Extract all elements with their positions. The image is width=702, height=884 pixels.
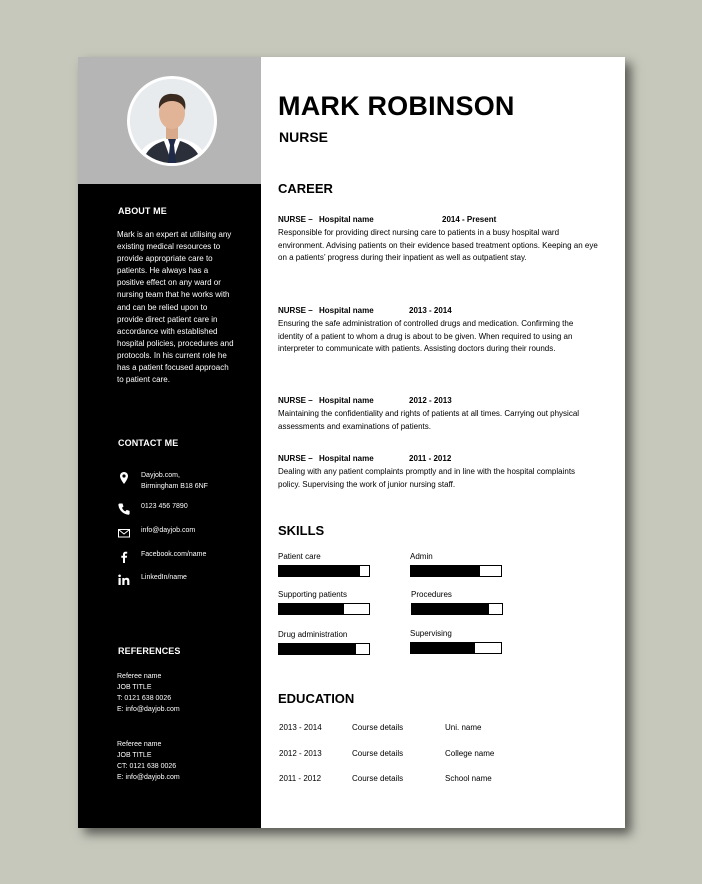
skill-label: Supervising — [410, 629, 452, 638]
skill-bar — [410, 642, 502, 654]
referee-email[interactable]: E: info@dayjob.com — [117, 774, 180, 781]
skills-heading: SKILLS — [278, 523, 325, 538]
referee-name: Referee name — [117, 741, 162, 748]
skill-item — [410, 629, 510, 654]
contact-facebook[interactable] — [117, 550, 257, 570]
skill-bar-fill — [279, 644, 356, 654]
job-title: NURSE – — [278, 215, 313, 224]
career-entry — [278, 396, 598, 433]
profile-photo — [127, 76, 217, 166]
skill-bar — [278, 643, 370, 655]
contact-heading: CONTACT ME — [118, 438, 179, 448]
phone-icon — [117, 502, 131, 516]
education-school: College name — [445, 749, 495, 758]
job-dates: 2012 - 2013 — [409, 396, 452, 405]
profile-photo-image — [130, 79, 214, 163]
location-pin-icon — [117, 471, 131, 485]
education-years: 2012 - 2013 — [279, 749, 322, 758]
skill-bar — [278, 603, 370, 615]
job-dates: 2014 - Present — [442, 215, 497, 224]
job-dates: 2013 - 2014 — [409, 306, 452, 315]
skill-item — [411, 590, 511, 615]
job-description: Dealing with any patient complaints promptly and in line with the hospital complaints policy. Supervising the work of junior nursing staff. — [278, 467, 576, 489]
education-years: 2011 - 2012 — [279, 774, 322, 783]
contact-address-text — [141, 471, 251, 492]
skill-bar-fill — [279, 604, 344, 614]
skill-bar — [278, 565, 370, 577]
referee-title: JOB TITLE — [117, 684, 152, 691]
education-row — [279, 774, 599, 786]
career-entry — [278, 215, 598, 265]
resume-page — [78, 57, 625, 828]
contact-phone — [117, 502, 257, 522]
contact-linkedin[interactable] — [117, 573, 257, 593]
contact-phone-text: 0123 456 7890 — [141, 503, 188, 510]
contact-facebook-text[interactable]: Facebook.com/name — [141, 551, 207, 558]
education-course: Course details — [352, 749, 404, 758]
sidebar — [78, 57, 261, 828]
career-entry — [278, 454, 598, 491]
linkedin-icon — [117, 573, 131, 587]
education-school: School name — [445, 774, 492, 783]
job-title: NURSE – — [278, 454, 313, 463]
job-description: Responsible for providing direct nursing care to patients in a busy hospital ward environment. Advising patients on their evidence based treatment options. Keeping an eye on a patients’ progress during their inpatient as well as outpatient stay. — [278, 228, 598, 263]
candidate-title: NURSE — [279, 129, 329, 145]
job-description: Ensuring the safe administration of controlled drugs and medication. Confirming the identity of a patient to whom a drug is about to be given. When required to using an interpreter to communicate with patients. Assisting doctors during their rounds. — [278, 319, 574, 354]
career-entry-header — [278, 454, 598, 466]
referee-name: Referee name — [117, 673, 162, 680]
hospital-name: Hospital name — [319, 306, 374, 315]
hospital-name: Hospital name — [319, 215, 374, 224]
address-line-1: Dayjob.com, — [141, 472, 180, 479]
education-years: 2013 - 2014 — [279, 723, 322, 732]
education-school: Uni. name — [445, 723, 482, 732]
main-content — [278, 57, 608, 828]
skill-item — [278, 552, 378, 577]
reference-1 — [117, 671, 247, 715]
career-entry-header — [278, 306, 598, 318]
skill-label: Patient care — [278, 552, 321, 561]
career-entry-header — [278, 215, 598, 227]
about-text: Mark is an expert at utilising any existing medical resources to provide appropriate care to patients. He always has a positive effect on any ward or nursing team that he works with and can be relied upon to provide direct patient care in accordance with established hospital policies, procedures and protocols. In his current role he has a patient focused approach to patient care. — [117, 230, 234, 385]
skill-bar — [410, 565, 502, 577]
facebook-icon — [117, 550, 131, 564]
job-title: NURSE – — [278, 396, 313, 405]
skill-label: Admin — [410, 552, 433, 561]
skill-item — [278, 630, 378, 655]
career-heading: CAREER — [278, 181, 333, 196]
references-heading: REFERENCES — [118, 646, 181, 656]
reference-2 — [117, 739, 247, 783]
skill-label: Supporting patients — [278, 590, 347, 599]
education-row — [279, 723, 599, 735]
skill-bar-fill — [279, 566, 360, 576]
referee-title: JOB TITLE — [117, 752, 152, 759]
referee-phone: CT: 0121 638 0026 — [117, 763, 177, 770]
skill-bar-fill — [411, 566, 480, 576]
contact-address — [117, 471, 257, 491]
skill-bar — [411, 603, 503, 615]
candidate-name: MARK ROBINSON — [278, 91, 515, 121]
job-dates: 2011 - 2012 — [409, 454, 452, 463]
referee-phone: T: 0121 638 0026 — [117, 695, 172, 702]
hospital-name: Hospital name — [319, 396, 374, 405]
career-entry — [278, 306, 598, 356]
skill-label: Procedures — [411, 590, 452, 599]
skill-item — [278, 590, 378, 615]
skill-bar-fill — [411, 643, 475, 653]
education-heading: EDUCATION — [278, 691, 355, 706]
address-line-2: Birmingham B18 6NF — [141, 482, 208, 490]
education-course: Course details — [352, 774, 404, 783]
referee-email[interactable]: E: info@dayjob.com — [117, 706, 180, 713]
education-row — [279, 749, 599, 761]
hospital-name: Hospital name — [319, 454, 374, 463]
contact-email-text[interactable]: info@dayjob.com — [141, 527, 196, 534]
career-entry-header — [278, 396, 598, 408]
envelope-icon — [117, 526, 131, 540]
education-course: Course details — [352, 723, 404, 732]
skill-item — [410, 552, 510, 577]
job-description: Maintaining the confidentiality and rights of patients at all times. Carrying out physical assessments and examinations of patients. — [278, 409, 580, 431]
about-heading: ABOUT ME — [118, 206, 167, 216]
skill-bar-fill — [412, 604, 489, 614]
skill-label: Drug administration — [278, 630, 348, 639]
contact-linkedin-text[interactable]: LinkedIn/name — [141, 574, 187, 581]
job-title: NURSE – — [278, 306, 313, 315]
contact-email[interactable] — [117, 526, 257, 546]
photo-band — [78, 57, 261, 184]
